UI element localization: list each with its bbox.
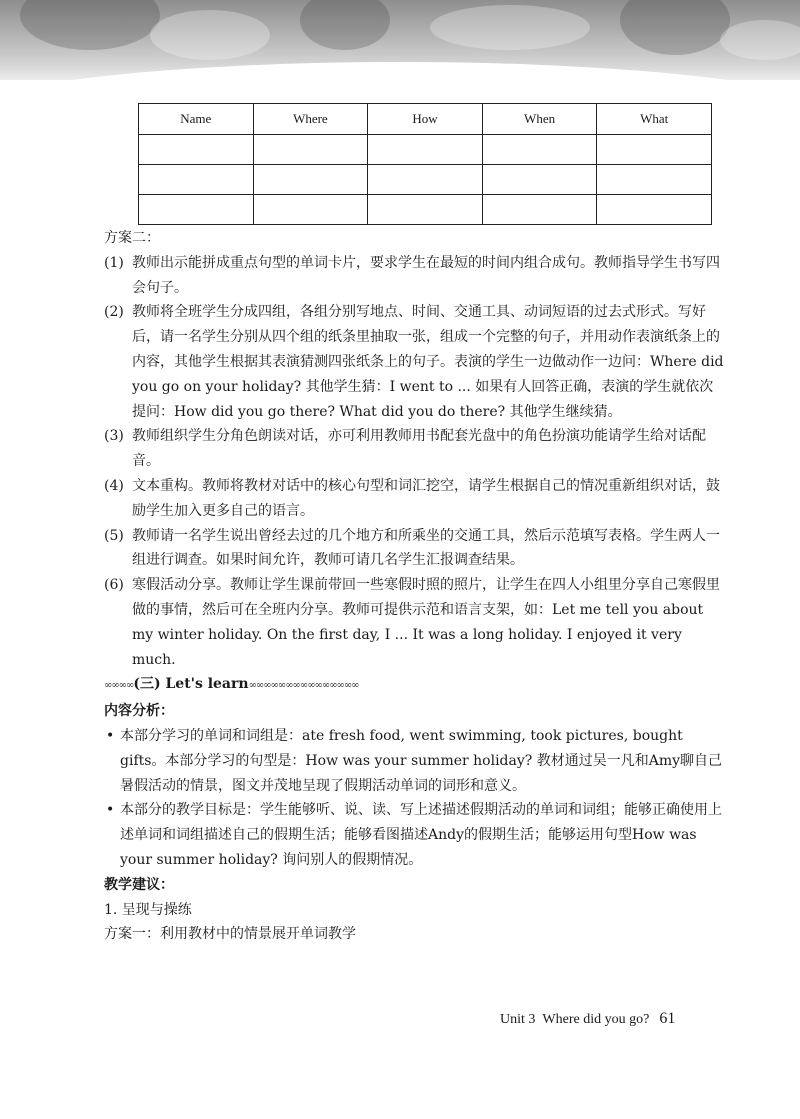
- column-header: How: [368, 104, 483, 135]
- item-number: (3): [104, 428, 124, 445]
- item-number: (1): [104, 254, 124, 271]
- section-label: (三) Let's learn: [133, 676, 249, 693]
- list-item: [104, 573, 724, 672]
- table-header-row: [139, 104, 712, 135]
- table-cell: [597, 165, 712, 195]
- page-footer: [500, 1010, 675, 1028]
- table-cell: [482, 195, 597, 225]
- list-item: [104, 798, 724, 872]
- item-number: (2): [104, 304, 124, 321]
- section-decoration: ∞∞∞∞∞∞∞∞∞∞∞∞∞∞∞: [248, 680, 359, 692]
- table-row: [139, 135, 712, 165]
- table-cell: [482, 135, 597, 165]
- table-cell: [253, 165, 368, 195]
- bullet-text: 本部分学习的单词和词组是：ate fresh food, went swimming, took pictures, bought gifts。本部分学习的句型是：How was your summer holiday? 教材通过吴一凡和Amy聊自己暑假活动的情景，图文并茂地呈现了假期活动单词的词形和意义。: [120, 727, 723, 794]
- column-header: Name: [139, 104, 254, 135]
- table-cell: [139, 195, 254, 225]
- table-cell: [597, 195, 712, 225]
- table-cell: [139, 165, 254, 195]
- column-header: Where: [253, 104, 368, 135]
- item-number: (6): [104, 577, 124, 594]
- footer-title: Where did you go?: [542, 1012, 650, 1027]
- section-heading: [104, 672, 724, 699]
- list-item: [104, 474, 724, 524]
- survey-table: [138, 103, 712, 225]
- page-number: 61: [659, 1010, 676, 1027]
- list-item: [104, 724, 724, 798]
- table-cell: [482, 165, 597, 195]
- table-row: [139, 165, 712, 195]
- item-text: 文本重构。教师将教材对话中的核心句型和词汇挖空，请学生根据自己的情况重新组织对话，鼓励学生加入更多自己的语言。: [132, 477, 720, 519]
- suggestion-step: 1. 呈现与操练: [104, 901, 192, 918]
- list-item: [104, 424, 724, 474]
- list-item: [104, 524, 724, 574]
- bullet-marker: •: [106, 727, 115, 744]
- page-content: [104, 226, 724, 947]
- column-header: When: [482, 104, 597, 135]
- suggestion-title: 教学建议：: [104, 876, 174, 893]
- table-cell: [253, 195, 368, 225]
- item-text: 寒假活动分享。教师让学生课前带回一些寒假时照的照片，让学生在四人小组里分享自己寒假里做的事情，然后可在全班内分享。教师可提供示范和语言支架，如：Let me tell you about my winter holiday. On the first day, I ... It was a long holiday. I enjoyed it very much.: [132, 577, 720, 668]
- column-header: What: [597, 104, 712, 135]
- table-cell: [368, 135, 483, 165]
- plan2-title: 方案二：: [104, 230, 160, 246]
- section-decoration: ∞∞∞∞: [104, 680, 134, 692]
- bullet-text: 本部分的教学目标是：学生能够听、说、读、写上述描述假期活动的单词和词组；能够正确使用上述单词和词组描述自己的假期生活；能够看图描述Andy的假期生活；能够运用句型How was your summer holiday? 询问别人的假期情况。: [120, 802, 722, 868]
- table-cell: [368, 195, 483, 225]
- item-text: 教师组织学生分角色朗读对话，亦可利用教师用书配套光盘中的角色扮演功能请学生给对话配音。: [132, 428, 706, 470]
- header-decoration: [0, 0, 800, 80]
- footer-unit: Unit 3: [500, 1012, 536, 1027]
- table-cell: [368, 165, 483, 195]
- bullet-marker: •: [106, 802, 115, 819]
- suggestion-plan1: 方案一：利用教材中的情景展开单词教学: [104, 926, 356, 943]
- item-number: (4): [104, 477, 124, 494]
- table-cell: [253, 135, 368, 165]
- table-cell: [597, 135, 712, 165]
- item-text: 教师出示能拼成重点句型的单词卡片，要求学生在最短的时间内组合成句。教师指导学生书写四会句子。: [132, 254, 720, 296]
- analysis-title: 内容分析：: [104, 703, 174, 720]
- item-text: 教师请一名学生说出曾经去过的几个地方和所乘坐的交通工具，然后示范填写表格。学生两人一组进行调查。如果时间允许，教师可请几名学生汇报调查结果。: [132, 527, 720, 569]
- item-number: (5): [104, 527, 124, 544]
- list-item: [104, 251, 724, 301]
- item-text: 教师将全班学生分成四组，各组分别写地点、时间、交通工具、动词短语的过去式形式。写好后，请一名学生分别从四个组的纸条里抽取一张，组成一个完整的句子，并用动作表演纸条上的内容，其他学生根据其表演猜测四张纸条上的句子。表演的学生一边做动作一边问：Where did you go on your holiday? 其他学生猜：I went to ... 如果有人回答正确，表演的学生就依次提问：How did you go there? What did you do there? 其他学生继续猜。: [132, 304, 724, 420]
- table-cell: [139, 135, 254, 165]
- table-row: [139, 195, 712, 225]
- list-item: [104, 300, 724, 424]
